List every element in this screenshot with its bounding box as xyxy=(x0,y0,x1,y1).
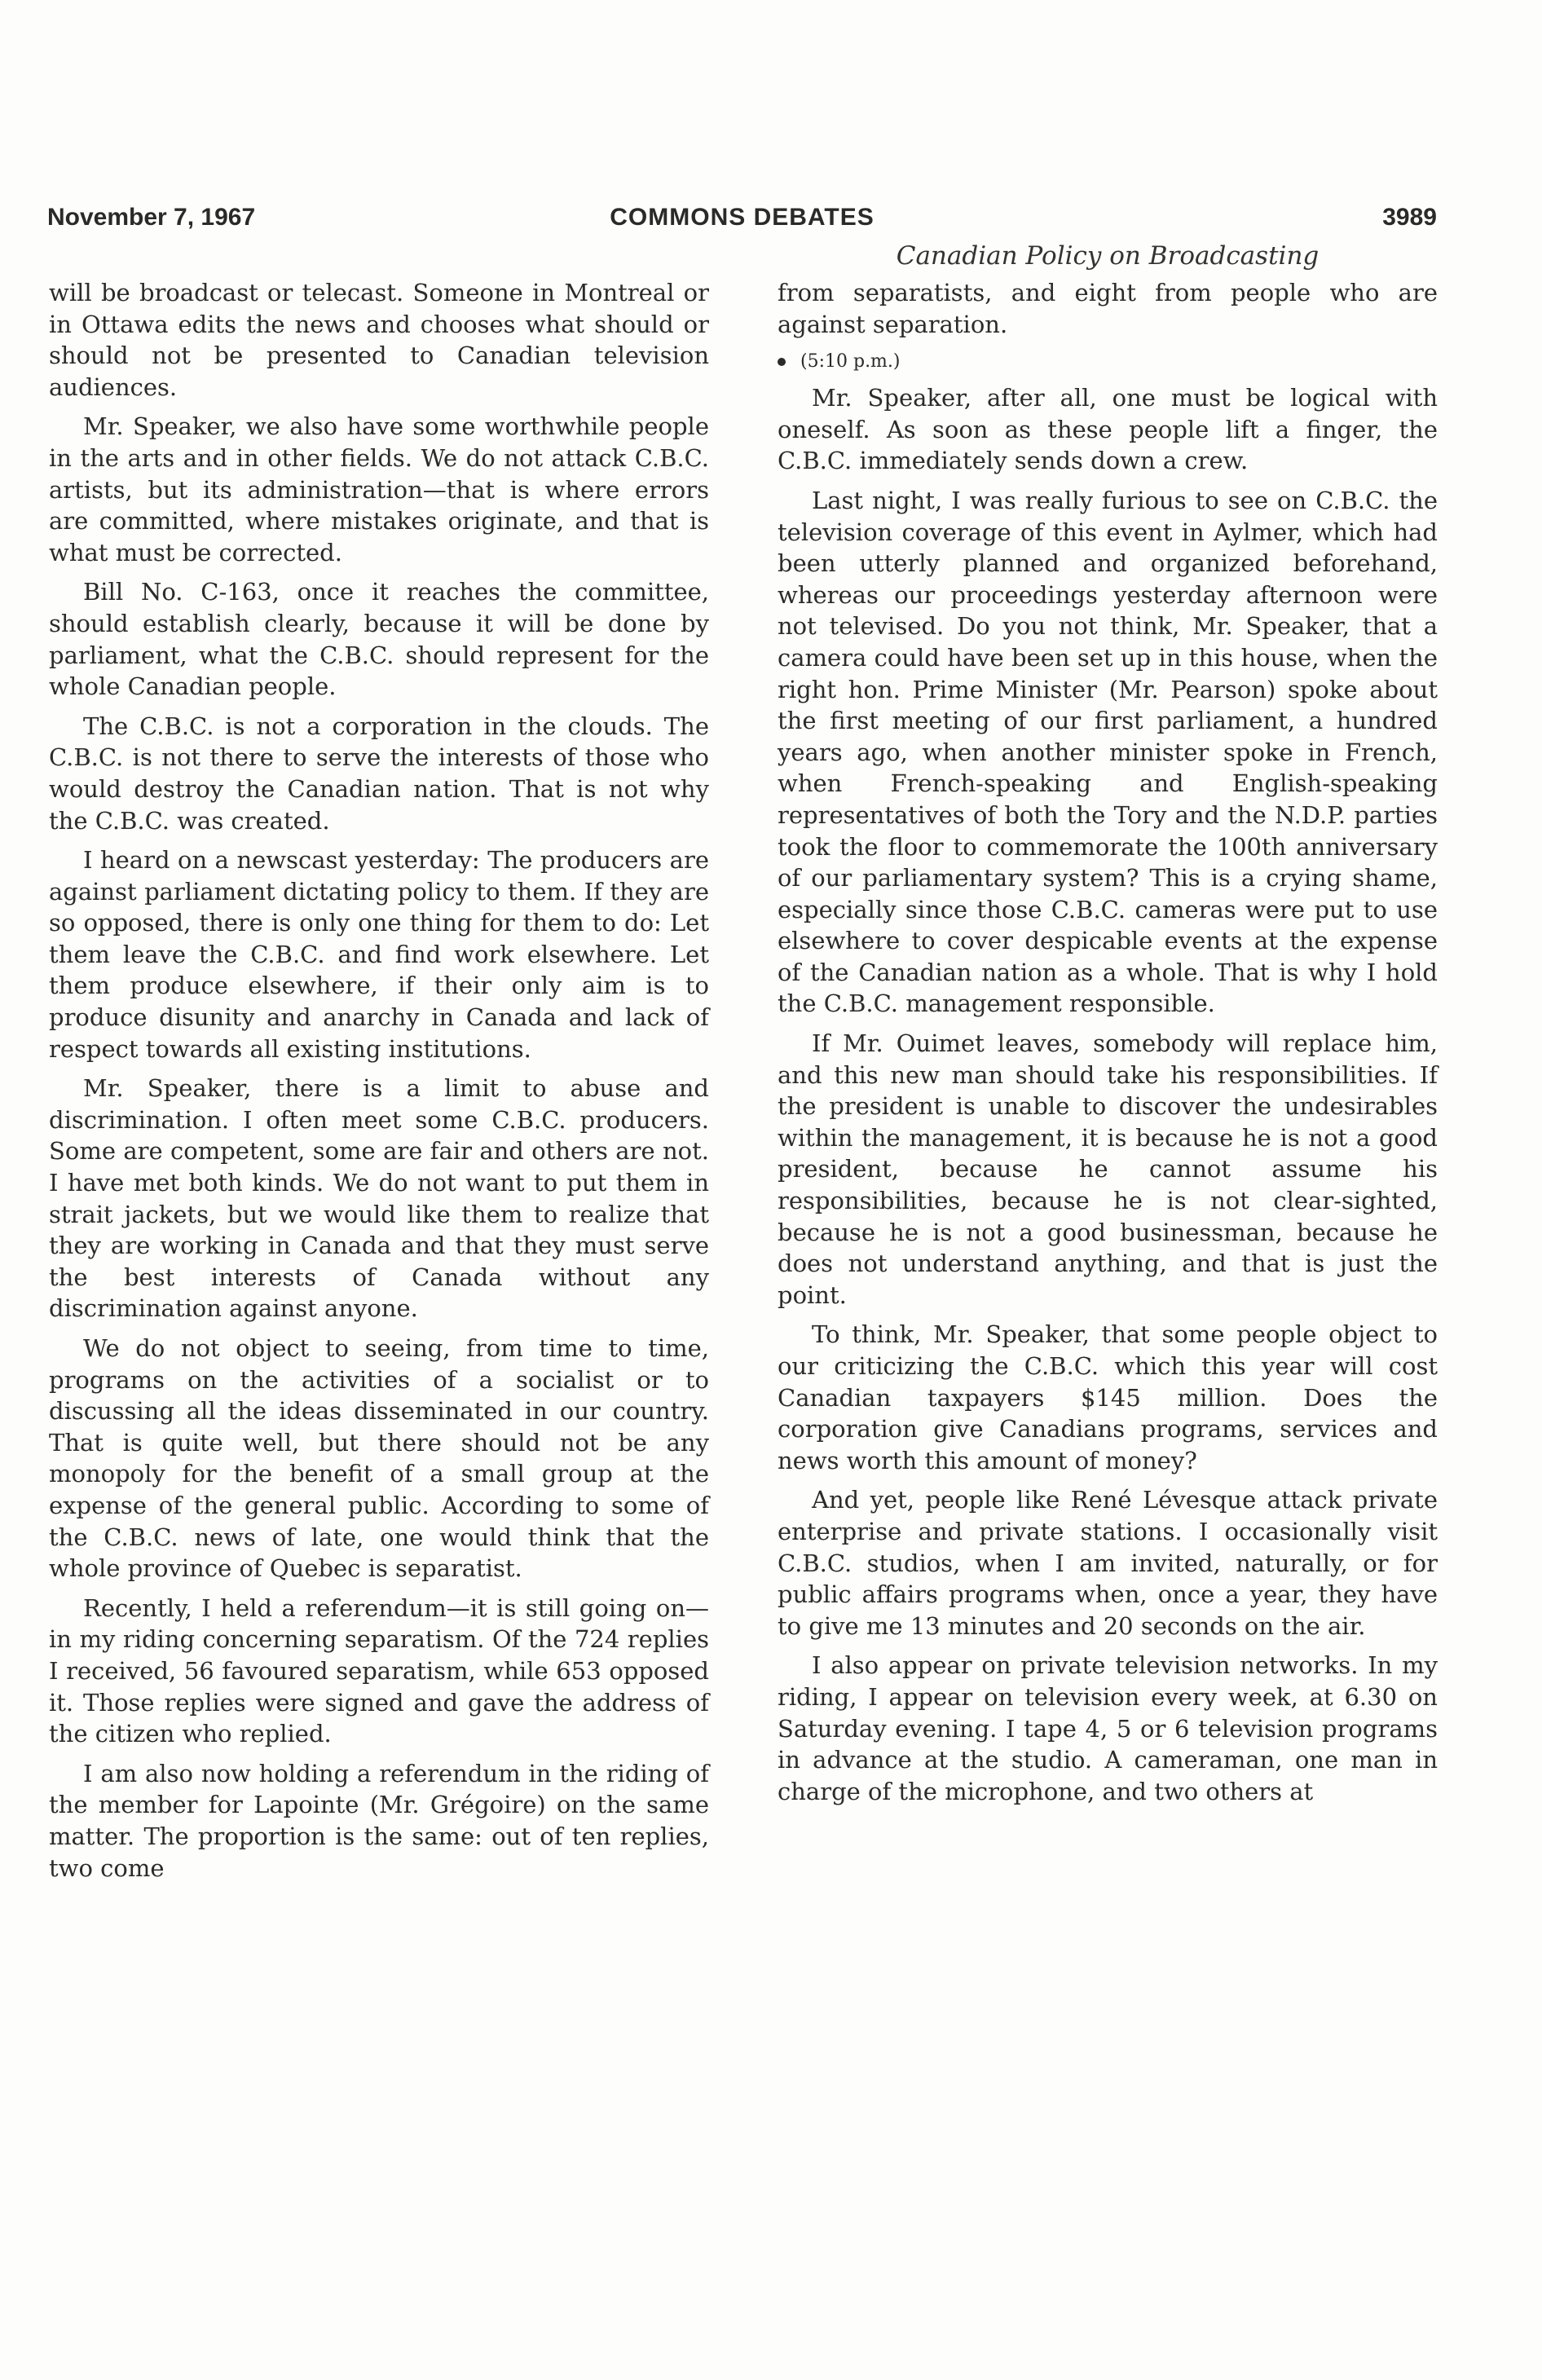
paragraph: We do not object to seeing, from time to time, programs on the activities of a socialist or to discussing all the ideas disseminated in our country. That is quite well, but there should not be any monopoly for the benefit of a small group at the expense of the general public. According to some of the C.B.C. news of late, one would think that the whole province of Quebec is separatist. xyxy=(49,1334,709,1583)
paragraph: If Mr. Ouimet leaves, somebody will replace him, and this new man should take his responsibilities. If the president is unable to discover the undesirables within the management, it is because he is not a good president, because he cannot assume his responsibilities, because he is not clear-sighted, because he is not a good businessman, because he does not understand anything, and that is just the point. xyxy=(778,1029,1438,1309)
paragraph: I also appear on private television networks. In my riding, I appear on television every week, at 6.30 on Saturday evening. I tape 4, 5 or 6 television programs in advance at the studio. A cameraman, one man in charge of the microphone, and two others at xyxy=(778,1651,1438,1805)
paragraph: And yet, people like René Lévesque attack private enterprise and private stations. I occasionally visit C.B.C. studios, when I am invited, naturally, or for public affairs programs when, once a year, they have to give me 13 minutes and 20 seconds on the air. xyxy=(778,1486,1438,1640)
paragraph: To think, Mr. Speaker, that some people object to our criticizing the C.B.C. which this year will cost Canadian taxpayers $145 million. Does the corporation give Canadians programs, services and news worth this amount of money? xyxy=(778,1320,1438,1474)
paragraph: I heard on a newscast yesterday: The producers are against parliament dictating policy to them. If they are so opposed, there is only one thing for them to do: Let them leave the C.B.C. and find work elsewhere. Let them produce elsewhere, if their only aim is to produce disunity and anarchy in Canada and lack of respect towards all existing institutions. xyxy=(49,846,709,1063)
paragraph: will be broadcast or telecast. Someone in Montreal or in Ottawa edits the news and chooses what should or should not be presented to Canadian television audiences. xyxy=(49,279,709,401)
time-marker-text: (5:10 p.m.) xyxy=(800,351,901,372)
bullet-icon xyxy=(778,358,786,366)
paragraph: I am also now holding a referendum in the riding of the member for Lapointe (Mr. Grégoire) on the same matter. The proportion is the same: out of ten replies, two come xyxy=(49,1759,709,1882)
paragraph: The C.B.C. is not a corporation in the clouds. The C.B.C. is not there to serve the interests of those who would destroy the Canadian nation. That is not why the C.B.C. was created. xyxy=(49,712,709,835)
left-column xyxy=(49,277,709,1892)
paragraph: Last night, I was really furious to see on C.B.C. the television coverage of this event in Aylmer, which had been utterly planned and organized beforehand, whereas our proceedings yesterday afternoon were not televised. Do you not think, Mr. Speaker, that a camera could have been set up in this house, when the right hon. Prime Minister (Mr. Pearson) spoke about the first meeting of our first parliament, a hundred years ago, when another minister spoke in French, when French-speaking and English-speaking representatives of both the Tory and the N.D.P. parties took the floor to commemorate the 100th anniversary of our parliamentary system? This is a crying shame, especially since those C.B.C. cameras were put to use elsewhere to cover despicable events at the expense of the Canadian nation as a whole. That is why I hold the C.B.C. management responsible. xyxy=(778,486,1438,1018)
page-header xyxy=(47,204,1437,236)
time-marker xyxy=(778,348,1438,376)
paragraph: Mr. Speaker, there is a limit to abuse and discrimination. I often meet some C.B.C. producers. Some are competent, some are fair and others are not. I have met both kinds. We do not want to put them in strait jackets, but we would like them to realize that they are working in Canada and that they must serve the best interests of Canada without any discrimination against anyone. xyxy=(49,1074,709,1323)
paragraph: Bill No. C-163, once it reaches the committee, should establish clearly, because it will be done by parliament, what the C.B.C. should represent for the whole Canadian people. xyxy=(49,578,709,701)
paragraph: Mr. Speaker, we also have some worthwhile people in the arts and in other fields. We do not attack C.B.C. artists, but its administration—that is where errors are committed, where mistakes originate, and that is what must be corrected. xyxy=(49,412,709,566)
paragraph-continuation: from separatists, and eight from people who are against separation. xyxy=(778,279,1438,338)
header-title: COMMONS DEBATES xyxy=(610,204,875,231)
section-subheading: Canadian Policy on Broadcasting xyxy=(896,241,1320,271)
paragraph: Mr. Speaker, after all, one must be logical with oneself. As soon as these people lift a finger, the C.B.C. immediately sends down a crew. xyxy=(778,384,1438,475)
paragraph: Recently, I held a referendum—it is still going on—in my riding concerning separatism. Of the 724 replies I received, 56 favoured separatism, while 653 opposed it. Those replies were signed and gave the address of the citizen who replied. xyxy=(49,1593,709,1748)
header-date: November 7, 1967 xyxy=(47,204,256,231)
right-column xyxy=(778,277,1438,1815)
header-page-number: 3989 xyxy=(1382,204,1437,231)
